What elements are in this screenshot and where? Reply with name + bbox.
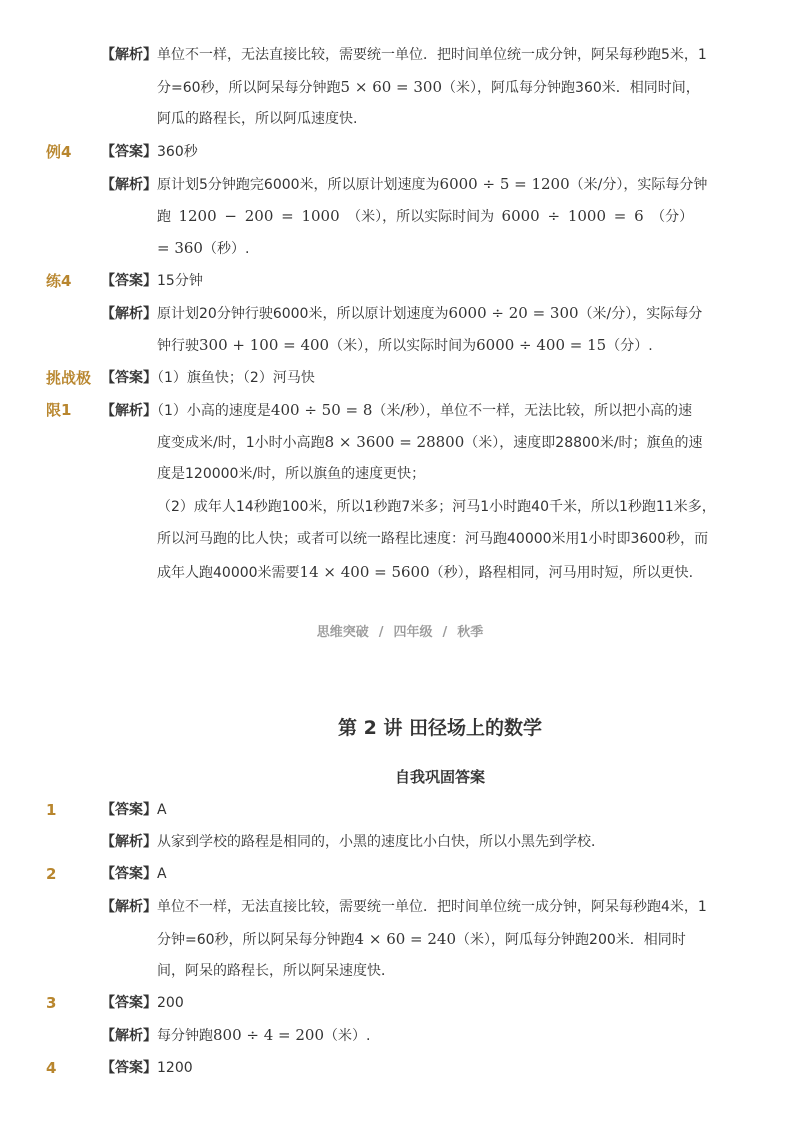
analysis-line: 阿瓜的路程长，所以阿瓜速度快. — [157, 111, 358, 127]
analysis-line — [157, 562, 693, 583]
analysis-text: （秒）. — [202, 241, 250, 257]
footer-separator: / — [378, 625, 384, 640]
analysis-line — [101, 400, 692, 421]
page-footer — [0, 621, 800, 640]
math-expression: 800 ÷ 4 = 200 — [213, 1026, 325, 1044]
analysis-label: 【解析】 — [101, 834, 157, 850]
analysis-text: （分） — [651, 209, 694, 225]
answer-label: 【答案】 — [101, 1060, 157, 1076]
answer-text: A — [157, 802, 167, 818]
answer-line — [101, 142, 198, 162]
analysis-line — [157, 335, 653, 356]
answer-line — [101, 271, 203, 291]
analysis-text: 分钟=60秒，所以阿呆每分钟跑 — [157, 932, 355, 948]
answer-line — [101, 993, 184, 1013]
analysis-text: 度变成米/时，1小时小高跑 — [157, 435, 325, 451]
analysis-label: 【解析】 — [101, 899, 157, 915]
analysis-text: （米），阿瓜每分钟跑200米．相同时 — [456, 932, 686, 948]
analysis-line — [157, 432, 703, 453]
analysis-text: （米），所以实际时间为 — [329, 338, 477, 354]
math-expression: = 360 — [157, 239, 203, 257]
analysis-label: 【解析】 — [101, 177, 157, 193]
answer-label: 【答案】 — [101, 144, 157, 160]
answer-label: 【答案】 — [101, 273, 157, 289]
footer-grade: 四年级 — [393, 625, 433, 640]
analysis-label: 【解析】 — [101, 403, 157, 419]
analysis-text: （米/秒），单位不一样，无法比较，所以把小高的速 — [372, 403, 693, 419]
answer-line — [101, 368, 315, 388]
analysis-text: （米/分），实际每分 — [578, 306, 703, 322]
analysis-text: （米），速度即28800米/时；旗鱼的速 — [464, 435, 703, 451]
answer-text: 200 — [157, 995, 184, 1011]
math-expression: 14 × 400 = 5600 — [299, 563, 430, 581]
answer-text: （1）旗鱼快；（2）河马快 — [157, 370, 315, 386]
analysis-line — [101, 174, 707, 195]
answer-line — [101, 864, 167, 884]
analysis-text: （米/分），实际每分钟 — [569, 177, 708, 193]
analysis-line — [157, 206, 693, 227]
analysis-text: （1）小高的速度是 — [157, 403, 271, 419]
math-expression: 300 + 100 = 400 — [199, 336, 330, 354]
math-expression: 5 × 60 = 300 — [340, 78, 443, 96]
answer-line — [101, 1058, 193, 1078]
analysis-text: 钟行驶 — [157, 338, 199, 354]
analysis-line: 间，阿呆的路程长，所以阿呆速度快． — [157, 963, 395, 979]
analysis-line: 度是120000米/时，所以旗鱼的速度更快； — [157, 466, 426, 482]
question-number: 3 — [46, 994, 57, 1012]
analysis-line — [101, 897, 707, 917]
analysis-label: 【解析】 — [101, 306, 157, 322]
math-expression: 1200 − 200 = 1000 — [178, 207, 340, 225]
analysis-text: 原计划20分钟行驶6000米，所以原计划速度为 — [157, 306, 449, 322]
analysis-text: 单位不一样，无法直接比较，需要统一单位．把时间单位统一成分钟，阿呆每秒跑5米，1 — [157, 47, 707, 63]
math-expression: 6000 ÷ 400 = 15 — [476, 336, 607, 354]
problem-number: 限1 — [46, 401, 72, 419]
lecture-title: 第 2 讲 田径场上的数学 — [337, 717, 543, 739]
answer-label: 【答案】 — [101, 370, 157, 386]
math-expression: 6000 ÷ 20 = 300 — [448, 304, 579, 322]
analysis-text: （米），所以实际时间为 — [347, 209, 495, 225]
analysis-line — [101, 1025, 370, 1046]
analysis-text: 成年人跑40000米需要 — [157, 565, 300, 581]
analysis-text: （秒），路程相同，河马用时短，所以更快. — [429, 565, 694, 581]
answer-text: 360秒 — [157, 144, 198, 160]
answer-label: 【答案】 — [101, 995, 157, 1011]
analysis-line — [157, 238, 249, 259]
analysis-line — [157, 77, 700, 98]
question-number: 1 — [46, 801, 57, 819]
analysis-line — [101, 45, 707, 65]
answer-label: 【答案】 — [101, 866, 157, 882]
footer-separator: / — [442, 625, 448, 640]
math-expression: 8 × 3600 = 28800 — [324, 433, 465, 451]
analysis-text: （分）. — [606, 338, 653, 354]
question-number: 2 — [46, 865, 57, 883]
section-subtitle: 自我巩固答案 — [394, 768, 485, 786]
answer-text: 15分钟 — [157, 273, 203, 289]
answer-label: 【答案】 — [101, 802, 157, 818]
analysis-line: 所以河马跑的比人快；或者可以统一路程比速度：河马跑40000米用1小时即3600秒，而 — [157, 531, 709, 547]
analysis-line — [101, 832, 605, 852]
footer-series: 思维突破 — [316, 625, 369, 640]
footer-season: 秋季 — [457, 625, 484, 640]
analysis-text: 从家到学校的路程是相同的，小黑的速度比小白快，所以小黑先到学校． — [157, 834, 605, 850]
analysis-text: 分=60秒，所以阿呆每分钟跑 — [157, 80, 341, 96]
math-expression: 400 ÷ 50 = 8 — [270, 401, 373, 419]
analysis-line — [101, 303, 702, 324]
problem-number: 练4 — [46, 272, 72, 290]
math-expression: 4 × 60 = 240 — [354, 930, 457, 948]
problem-number: 例4 — [46, 143, 72, 161]
answer-line — [101, 800, 167, 820]
analysis-text: （米）. — [324, 1028, 371, 1044]
analysis-label: 【解析】 — [101, 47, 157, 63]
analysis-line — [157, 929, 686, 950]
analysis-line: （2）成年人14秒跑100米，所以1秒跑7米多；河马1小时跑40千米，所以1秒跑11米多， — [157, 499, 716, 515]
analysis-label: 【解析】 — [101, 1028, 157, 1044]
answer-text: 1200 — [157, 1060, 193, 1076]
analysis-text: 原计划5分钟跑完6000米，所以原计划速度为 — [157, 177, 440, 193]
math-expression: 6000 ÷ 5 = 1200 — [439, 175, 570, 193]
problem-number: 挑战极 — [46, 369, 92, 387]
answer-text: A — [157, 866, 167, 882]
analysis-text: 每分钟跑 — [157, 1028, 213, 1044]
analysis-text: 跑 — [157, 209, 171, 225]
question-number: 4 — [46, 1059, 57, 1077]
analysis-text: 单位不一样，无法直接比较，需要统一单位．把时间单位统一成分钟，阿呆每秒跑4米，1 — [157, 899, 707, 915]
math-expression: 6000 ÷ 1000 = 6 — [501, 207, 644, 225]
analysis-text: （米），阿瓜每分钟跑360米．相同时间， — [442, 80, 700, 96]
